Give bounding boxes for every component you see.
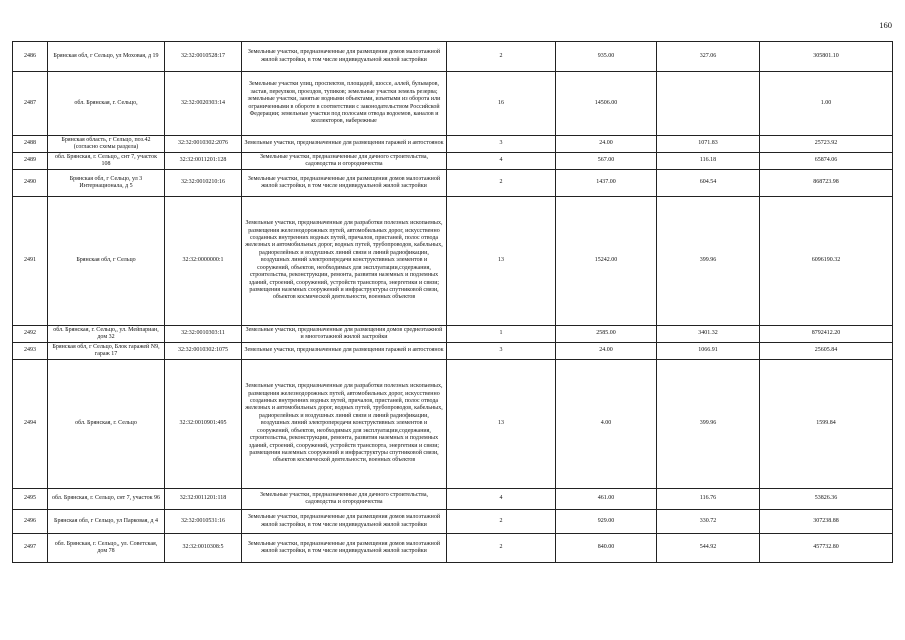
cadastral-value-cell: 8792412.20 — [760, 326, 893, 343]
area-cell: 840.00 — [556, 534, 657, 563]
use-group-cell: 2 — [447, 534, 556, 563]
use-group-cell: 3 — [447, 136, 556, 153]
table-row — [13, 72, 893, 136]
cadastral-value-cell: 1.00 — [760, 72, 893, 136]
area-cell: 14506.00 — [556, 72, 657, 136]
address-cell: обл. Брянская, г. Сельцо,, ул. Советская, дом 78 — [48, 534, 165, 563]
cadastral-number-cell: 32:32:0010531:16 — [165, 510, 242, 534]
cadastral-value-cell: 457732.80 — [760, 534, 893, 563]
area-cell: 24.00 — [556, 343, 657, 360]
area-cell: 15242.00 — [556, 197, 657, 326]
table-row — [13, 489, 893, 510]
area-cell: 1437.00 — [556, 170, 657, 197]
use-group-cell: 16 — [447, 72, 556, 136]
cadastral-value-cell: 53826.36 — [760, 489, 893, 510]
table-row — [13, 170, 893, 197]
specific-value-cell: 604.54 — [657, 170, 760, 197]
cadastral-number-cell: 32:32:0010303:11 — [165, 326, 242, 343]
row-number: 2496 — [13, 510, 48, 534]
table-row — [13, 326, 893, 343]
cadastral-number-cell: 32:32:0010901:495 — [165, 360, 242, 489]
area-cell: 929.00 — [556, 510, 657, 534]
address-cell: Брянская обл, г Сельцо, ул 3 Интернационала, д 5 — [48, 170, 165, 197]
cadastral-number-cell: 32:32:0020303:14 — [165, 72, 242, 136]
table-row — [13, 510, 893, 534]
specific-value-cell — [657, 72, 760, 136]
specific-value-cell: 3401.32 — [657, 326, 760, 343]
address-cell: Брянская обл, г Сельцо, ул Моховая, д 19 — [48, 42, 165, 72]
land-use-cell: Земельные участки, предназначенные для размещения домов малоэтажной жилой застройки, в том числе индивидуальной жилой застройки — [242, 170, 447, 197]
specific-value-cell: 399.96 — [657, 360, 760, 489]
cadastral-value-cell: 65874.06 — [760, 153, 893, 170]
land-use-cell: Земельные участки, предназначенные для размещения гаражей и автостоянок — [242, 343, 447, 360]
cadastral-number-cell: 32:32:0010528:17 — [165, 42, 242, 72]
specific-value-cell: 544.92 — [657, 534, 760, 563]
use-group-cell: 4 — [447, 489, 556, 510]
land-use-cell: Земельные участки, предназначенные для размещения домов малоэтажной жилой застройки, в том числе индивидуальной жилой застройки — [242, 510, 447, 534]
area-cell: 461.00 — [556, 489, 657, 510]
cadastral-value-cell: 868723.98 — [760, 170, 893, 197]
table-row — [13, 343, 893, 360]
use-group-cell: 3 — [447, 343, 556, 360]
address-cell: обл. Брянская, г. Сельцо, снт 7, участок 96 — [48, 489, 165, 510]
address-cell: обл. Брянская, г. Сельцо — [48, 360, 165, 489]
area-cell: 935.00 — [556, 42, 657, 72]
row-number: 2497 — [13, 534, 48, 563]
row-number: 2489 — [13, 153, 48, 170]
cadastral-number-cell: 32:32:0011201:118 — [165, 489, 242, 510]
cadastral-value-cell: 25605.84 — [760, 343, 893, 360]
land-use-cell: Земельные участки, предназначенные для разработки полезных ископаемых, размещения железнодорожных путей, автомобильных дорог, искусственно созданных внутренних водных путей, причалов, пристаней, полос отвода железных и автомобильных дорог, водных путей, трубопроводов, кабельных, радиорелейных и воздушных линий связи и линий радиофикации, воздушных линий электропередачи конструктивных элементов и сооружений, объектов, необходимых для эксплуатации,содержания, строительства, реконструкции, ремонта, развития наземных и подземных зданий, строений, сооружений, устройств транспорта, энергетики и связи; размещения наземных сооружений и инфраструктуры спутниковой связи, объектов космической деятельности, военных объектов — [242, 360, 447, 489]
row-number: 2495 — [13, 489, 48, 510]
table-row — [13, 136, 893, 153]
cadastral-number-cell: 32:32:0000000:1 — [165, 197, 242, 326]
use-group-cell: 4 — [447, 153, 556, 170]
table-row — [13, 360, 893, 489]
area-cell: 4.00 — [556, 360, 657, 489]
cadastral-value-cell: 1599.84 — [760, 360, 893, 489]
land-use-cell: Земельные участки, предназначенные для дачного строительства, садоводства и огородничества — [242, 153, 447, 170]
address-cell: Брянская обл, г Сельцо — [48, 197, 165, 326]
cadastral-number-cell: 32:32:0010210:16 — [165, 170, 242, 197]
specific-value-cell: 327.06 — [657, 42, 760, 72]
land-use-cell: Земельные участки, предназначенные для размещения домов среднеэтажной и многоэтажной жилой застройки — [242, 326, 447, 343]
land-use-cell: Земельные участки, предназначенные для размещения гаражей и автостоянок — [242, 136, 447, 153]
specific-value-cell: 399.96 — [657, 197, 760, 326]
cadastral-number-cell: 32:32:0010302:2076 — [165, 136, 242, 153]
use-group-cell: 13 — [447, 197, 556, 326]
row-number: 2492 — [13, 326, 48, 343]
land-use-cell: Земельные участки, предназначенные для разработки полезных ископаемых, размещения железнодорожных путей, автомобильных дорог, искусственно созданных внутренних водных путей, причалов, пристаней, полос отвода железных и автомобильных дорог, водных путей, трубопроводов, кабельных, радиорелейных и воздушных линий связи и линий радиофикации, воздушных линий электропередачи конструктивных элементов и сооружений, объектов, необходимых для эксплуатации,содержания, строительства, реконструкции, ремонта, развития наземных и подземных зданий, строений, сооружений, устройств транспорта, энергетики и связи; размещения наземных сооружений и инфраструктуры спутниковой связи, объектов космической деятельности, военных объектов — [242, 197, 447, 326]
row-number: 2493 — [13, 343, 48, 360]
cadastral-value-cell: 307238.88 — [760, 510, 893, 534]
use-group-cell: 1 — [447, 326, 556, 343]
row-number: 2490 — [13, 170, 48, 197]
specific-value-cell: 116.18 — [657, 153, 760, 170]
land-use-cell: Земельные участки, предназначенные для дачного строительства, садоводства и огородничества — [242, 489, 447, 510]
use-group-cell: 2 — [447, 170, 556, 197]
table-row — [13, 153, 893, 170]
cadastral-number-cell: 32:32:0011201:128 — [165, 153, 242, 170]
row-number: 2486 — [13, 42, 48, 72]
land-use-cell: Земельные участки, предназначенные для размещения домов малоэтажной жилой застройки, в том числе индивидуальной жилой застройки — [242, 42, 447, 72]
area-cell: 24.00 — [556, 136, 657, 153]
table-row — [13, 197, 893, 326]
cadastral-value-cell: 6096190.32 — [760, 197, 893, 326]
row-number: 2494 — [13, 360, 48, 489]
specific-value-cell: 330.72 — [657, 510, 760, 534]
specific-value-cell: 1071.83 — [657, 136, 760, 153]
table-row — [13, 42, 893, 72]
address-cell: Брянская обл, г Сельцо, ул Парковая, д 4 — [48, 510, 165, 534]
cadastral-number-cell: 32:32:0010308:5 — [165, 534, 242, 563]
specific-value-cell: 116.76 — [657, 489, 760, 510]
cadastral-value-table — [12, 41, 893, 563]
area-cell: 2585.00 — [556, 326, 657, 343]
use-group-cell: 2 — [447, 510, 556, 534]
address-cell: обл. Брянская, г. Сельцо, — [48, 72, 165, 136]
area-cell: 567.00 — [556, 153, 657, 170]
cadastral-value-cell: 25723.92 — [760, 136, 893, 153]
cadastral-number-cell: 32:32:0010302:1075 — [165, 343, 242, 360]
land-use-cell: Земельные участки улиц, проспектов, площадей, шоссе, аллей, бульваров, застав, переулков, проездов, тупиков; земельные участки земель резерва; земельные участки, занятые водными объектами, изъятыми из оборота или ограниченными в обороте в соответствии с законодательством Российской Федерации; земельные участки под полосами отвода водоемов, каналов и коллекторов, набережные — [242, 72, 447, 136]
use-group-cell: 2 — [447, 42, 556, 72]
row-number: 2491 — [13, 197, 48, 326]
address-cell: обл. Брянская, г. Сельцо,, ул. Мейпариан, дом 32 — [48, 326, 165, 343]
row-number: 2488 — [13, 136, 48, 153]
address-cell: Брянская область, г Сельцо, поз.42 (согласно схемы раздела) — [48, 136, 165, 153]
address-cell: обл. Брянская, г. Сельцо,, снт 7, участок 108 — [48, 153, 165, 170]
land-use-cell: Земельные участки, предназначенные для размещения домов малоэтажной жилой застройки, в том числе индивидуальной жилой застройки — [242, 534, 447, 563]
table-row — [13, 534, 893, 563]
address-cell: Брянская обл, г Сельцо, Блок гаражей N9, гараж 17 — [48, 343, 165, 360]
specific-value-cell: 1066.91 — [657, 343, 760, 360]
page-number: 160 — [879, 20, 892, 30]
row-number: 2487 — [13, 72, 48, 136]
cadastral-value-cell: 305801.10 — [760, 42, 893, 72]
use-group-cell: 13 — [447, 360, 556, 489]
